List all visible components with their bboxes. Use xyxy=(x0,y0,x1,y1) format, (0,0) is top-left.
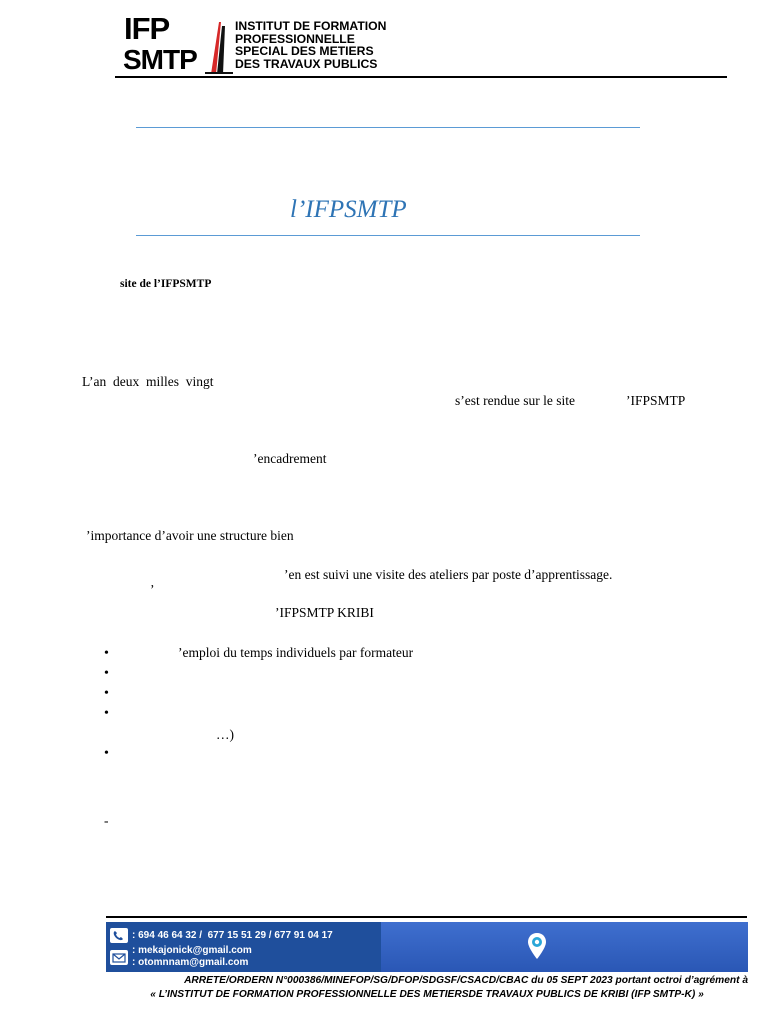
logo-ifp-text: IFP xyxy=(124,11,170,46)
institute-line: SPECIAL DES METIERS xyxy=(235,44,374,59)
document-title: l’IFPSMTP xyxy=(290,196,407,223)
bullet-marker: • xyxy=(104,746,109,761)
institute-line: INSTITUT DE FORMATION xyxy=(235,19,387,33)
phone-icon xyxy=(110,928,128,943)
paragraph-text: ’IFPSMTP xyxy=(626,393,686,408)
bullet-continuation: …) xyxy=(216,727,234,742)
logo-mark-icon xyxy=(205,20,233,74)
bullet-marker: • xyxy=(104,686,109,701)
paragraph-text: ’encadrement xyxy=(253,451,327,466)
bullet-marker: • xyxy=(104,646,109,661)
footer-arrete-line: ARRETE/ORDERN N°000386/MINEFOP/SG/DFOP/SDGSF/CSACD/CBAC du 05 SEPT 2023 portant octroi d’agrément à xyxy=(184,975,748,986)
document-subtitle: site de l’IFPSMTP xyxy=(120,278,212,290)
footer-location-panel xyxy=(381,922,748,972)
bullet-marker: • xyxy=(104,706,109,721)
paragraph-text: ’IFPSMTP KRIBI xyxy=(275,605,374,620)
paragraph-text: ’importance d’avoir une structure bien xyxy=(86,528,294,543)
logo-smtp-text: SMTP xyxy=(123,44,197,75)
institute-line: DES TRAVAUX PUBLICS xyxy=(235,56,378,71)
bullet-marker: • xyxy=(104,666,109,681)
footer-divider xyxy=(106,916,747,918)
institute-name xyxy=(235,20,386,70)
title-bottom-rule xyxy=(136,235,640,236)
bullet-text: ’emploi du temps individuels par formateur xyxy=(178,645,414,660)
paragraph-text: L’an deux milles vingt xyxy=(82,374,214,389)
institute-line: PROFESSIONNELLE xyxy=(235,31,355,46)
paragraph-text: ’ xyxy=(150,582,155,597)
paragraph-text: s’est rendue sur le site xyxy=(455,393,575,408)
footer-phone-numbers: : 694 46 64 32 / 677 15 51 29 / 677 91 04 17 xyxy=(132,930,333,941)
footer-email[interactable]: : otomnnam@gmail.com xyxy=(132,957,249,968)
dash-marker: - xyxy=(104,813,109,828)
paragraph-text: ’en est suivi une visite des ateliers par poste d’apprentissage. xyxy=(284,567,613,582)
location-pin-icon xyxy=(527,932,547,960)
title-top-rule xyxy=(136,127,640,128)
mail-icon xyxy=(110,950,128,965)
header-divider xyxy=(115,76,727,78)
footer-contact-panel xyxy=(106,922,381,972)
footer-arrete-line: « L’INSTITUT DE FORMATION PROFESSIONNELLE DES METIERSDE TRAVAUX PUBLICS DE KRIBI (IFP SMTP-K) » xyxy=(150,989,704,1000)
footer-email[interactable]: : mekajonick@gmail.com xyxy=(132,945,252,956)
footer-contact-bar xyxy=(106,922,748,972)
